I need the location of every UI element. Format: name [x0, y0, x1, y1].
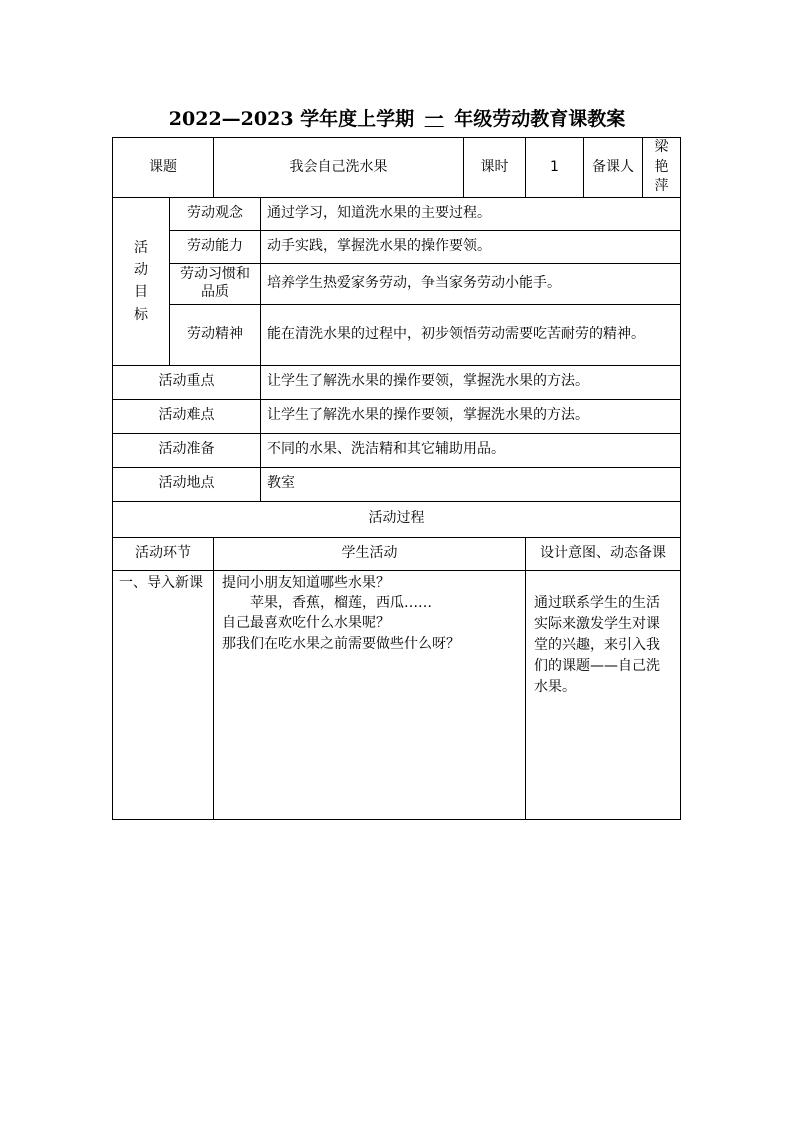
- info-label: 活动准备: [113, 433, 261, 467]
- goals-label-char: 活: [134, 239, 148, 256]
- goals-label-char: 标: [134, 306, 148, 323]
- goal-label: 劳动能力: [170, 230, 261, 263]
- activity-line: 那我们在吃水果之前需要做些什么呀？: [222, 635, 460, 652]
- title-grade: 一: [424, 108, 444, 130]
- info-label: 活动难点: [113, 399, 261, 433]
- preparer-label: 备课人: [584, 138, 643, 198]
- topic-value: 我会自己洗水果: [214, 138, 464, 198]
- process-activities: [214, 570, 526, 819]
- goal-label: 劳动观念: [170, 197, 261, 230]
- activity-line: 苹果，香蕉，榴莲，西瓜……: [250, 595, 432, 612]
- process-intent: 通过联系学生的生活实际来激发学生对课堂的兴趣，来引入我们的课题——自己洗水果。: [526, 570, 681, 819]
- goals-label: [113, 197, 170, 365]
- info-value: 让学生了解洗水果的操作要领，掌握洗水果的方法。: [261, 399, 681, 433]
- goal-label: 劳动精神: [170, 304, 261, 365]
- info-value: 不同的水果、洗洁精和其它辅助用品。: [261, 433, 681, 467]
- process-header: 学生活动: [214, 537, 526, 570]
- info-value: 让学生了解洗水果的操作要领，掌握洗水果的方法。: [261, 365, 681, 399]
- info-label: 活动重点: [113, 365, 261, 399]
- page-title: [0, 104, 794, 131]
- info-label: 活动地点: [113, 467, 261, 501]
- process-header: 活动环节: [113, 537, 214, 570]
- goal-value: 培养学生热爱家务劳动，争当家务劳动小能手。: [261, 263, 681, 304]
- goals-label-char: 目: [134, 284, 148, 301]
- goal-value: 能在清洗水果的过程中，初步领悟劳动需要吃苦耐劳的精神。: [261, 304, 681, 365]
- preparer-value: 梁艳萍: [643, 138, 681, 198]
- process-title: 活动过程: [113, 501, 681, 537]
- title-suffix: 年级劳动教育课教案: [454, 108, 626, 130]
- info-value: 教室: [261, 467, 681, 501]
- process-stage: 一、导入新课: [113, 570, 214, 819]
- activity-line: 自己最喜欢吃什么水果呢？: [222, 615, 390, 632]
- goal-value: 通过学习，知道洗水果的主要过程。: [261, 197, 681, 230]
- activity-line: 提问小朋友知道哪些水果？: [222, 574, 390, 591]
- goal-value: 动手实践，掌握洗水果的操作要领。: [261, 230, 681, 263]
- goal-label: 劳动习惯和品质: [170, 263, 261, 304]
- goals-label-char: 动: [134, 261, 148, 278]
- topic-label: 课题: [113, 138, 214, 198]
- hours-value: 1: [526, 138, 584, 198]
- lesson-plan-table: [112, 137, 681, 820]
- hours-label: 课时: [464, 138, 526, 198]
- process-header: 设计意图、动态备课: [526, 537, 681, 570]
- title-prefix: 2022—2023 学年度上学期: [168, 108, 415, 130]
